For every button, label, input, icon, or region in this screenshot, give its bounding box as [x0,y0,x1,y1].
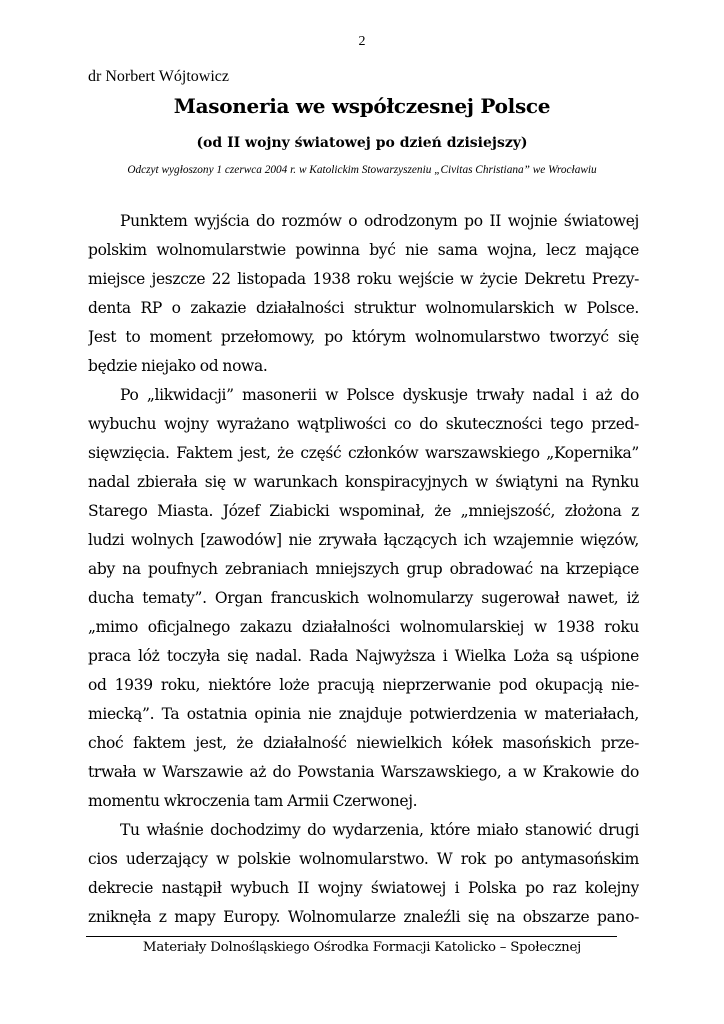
paragraph-2 [88,381,639,816]
document-subtitle: (od II wojny światowej po dzień dzisiejszy) [196,135,528,151]
paragraph-3 [88,816,639,932]
text-line: od 1939 roku, niektóre loże pracują nieprzerwanie pod okupacją nie- [88,676,639,694]
text-line: choć faktem jest, że działalność niewielkich kółek masońskich prze- [88,734,639,752]
text-line: aby na poufnych zebraniach mniejszych grup obradować na krzepiące [88,560,639,578]
text-line: zniknęła z mapy Europy. Wolnomularze znaleźli się na obszarze pano- [88,908,639,926]
text-line: wybuchu wojny wyrażano wątpliwości co do skuteczności tego przed- [88,415,639,433]
text-line: Punktem wyjścia do rozmów o odrodzonym po II wojnie światowej [120,212,639,230]
author-name: dr Norbert Wójtowicz [88,68,229,85]
text-line: cios uderzający w polskie wolnomularstwo. W rok po antymasońskim [88,850,639,868]
text-line: denta RP o zakazie działalności struktur wolnomularskich w Polsce. [88,299,639,317]
text-line: trwała w Warszawie aż do Powstania Warszawskiego, a w Krakowie do [88,763,639,781]
paragraph-1 [88,207,639,381]
text-line: będzie niejako od nowa. [88,357,268,375]
text-line: „mimo oficjalnego zakazu działalności wolnomularskiej w 1938 roku [88,618,639,636]
text-line: miejsce jeszcze 22 listopada 1938 roku wejście w życie Dekretu Prezy- [88,270,639,288]
page-footer: Materiały Dolnośląskiego Ośrodka Formacji Katolicko – Społecznej [142,940,582,955]
text-line: dekrecie nastąpił wybuch II wojny światowej i Polska po raz kolejny [88,879,639,897]
lecture-note: Odczyt wygłoszony 1 czerwca 2004 r. w Katolickim Stowarzyszeniu „Civitas Christiana” we Wrocławiu [127,164,597,176]
text-line: Jest to moment przełomowy, po którym wolnomularstwo tworzyć się [88,328,639,346]
text-line: polskim wolnomularstwie powinna być nie sama wojna, lecz mające [88,241,639,259]
footer-divider [86,936,617,937]
text-line: Po „likwidacji” masonerii w Polsce dyskusje trwały nadal i aż do [120,386,639,404]
text-line: Tu właśnie dochodzimy do wydarzenia, które miało stanowić drugi [120,821,639,839]
body-text [88,207,639,932]
text-line: Starego Miasta. Józef Ziabicki wspominał, że „mniejszość, złożona z [88,502,639,520]
text-line: ludzi wolnych [zawodów] nie zrywała łączących ich wzajemnie więzów, [88,531,639,549]
text-line: nadal zbierała się w warunkach konspiracyjnych w świątyni na Rynku [88,473,639,491]
document-title: Masoneria we współczesnej Polsce [173,94,551,118]
text-line: miecką”. Ta ostatnia opinia nie znajduje potwierdzenia w materiałach, [88,705,639,723]
text-line: ducha tematy”. Organ francuskich wolnomularzy sugerował nawet, iż [88,589,639,607]
text-line: sięwzięcia. Faktem jest, że część członków warszawskiego „Kopernika” [88,444,639,462]
text-line: momentu wkroczenia tam Armii Czerwonej. [88,792,418,810]
page-number: 2 [358,34,366,49]
text-line: praca lóż toczyła się nadal. Rada Najwyższa i Wielka Loża są uśpione [88,647,639,665]
